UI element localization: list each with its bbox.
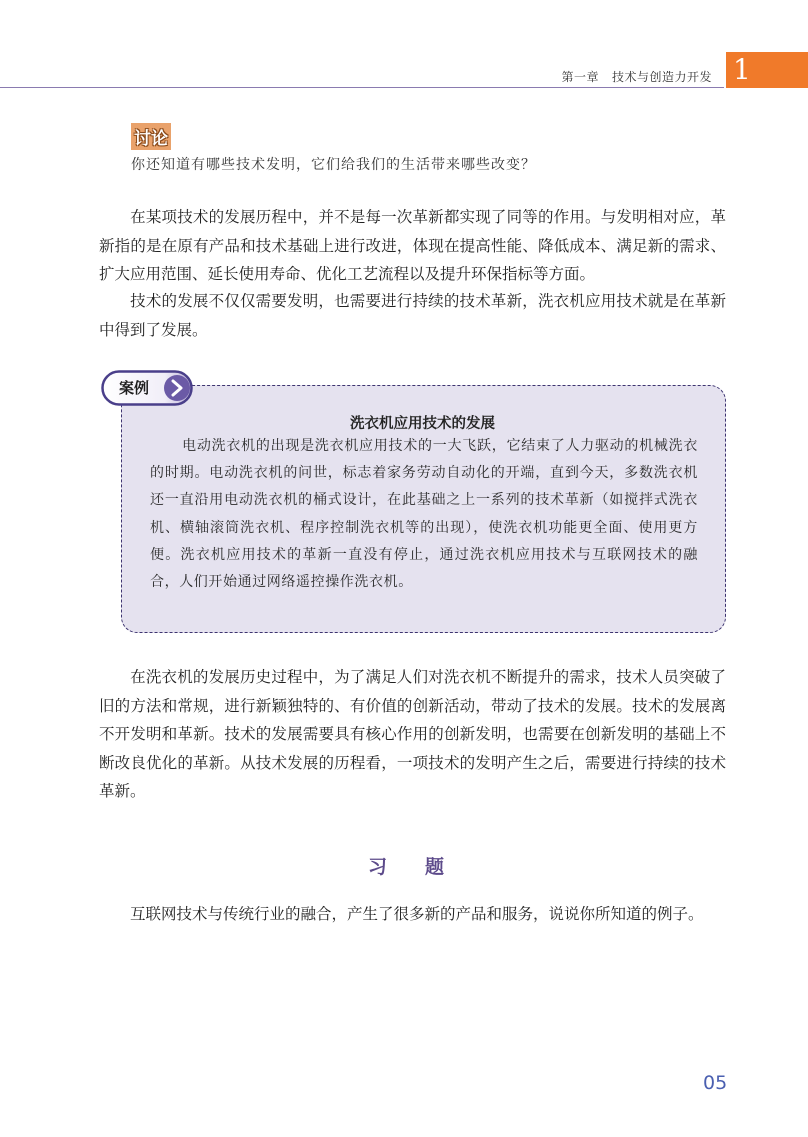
header-rule <box>0 87 724 88</box>
case-body-text: 电动洗衣机的出现是洗衣机应用技术的一大飞跃，它结束了人力驱动的机械洗衣的时期。电动洗衣机的问世，标志着家务劳动自动化的开端，直到今天，多数洗衣机还一直沿用电动洗衣机的桶式设计，在此基础之上一系列的技术革新（如搅拌式洗衣机、横轴滚筒洗衣机、程序控制洗衣机等的出现），使洗衣机功能更全面、使用更方便。洗衣机应用技术的革新一直没有停止，通过洗衣机应用技术与互联网技术的融合，人们开始通过网络遥控操作洗衣机。 <box>150 438 698 591</box>
header-section: 技术与创造力开发 <box>611 70 712 84</box>
case-body <box>150 433 698 596</box>
chapter-number: 1 <box>733 53 751 86</box>
body-paragraph-1 <box>99 203 726 289</box>
header-chapter: 第一章 <box>561 70 600 84</box>
exercise-title: 习题 <box>368 856 483 878</box>
running-header <box>562 68 712 85</box>
exercise-question <box>99 900 726 929</box>
case-label: 案例 <box>119 379 150 397</box>
discussion-question: 你还知道有哪些技术发明，它们给我们的生活带来哪些改变？ <box>131 157 536 173</box>
conclusion-text: 在洗衣机的发展历史过程中，为了满足人们对洗衣机不断提升的需求，技术人员突破了旧的方法和常规，进行新颖独特的、有价值的创新活动，带动了技术的发展。技术的发展离不开发明和革新。技术的发展需要具有核心作用的创新发明，也需要在创新发明的基础上不断改良优化的革新。从技术发展的历程看，一项技术的发明产生之后，需要进行持续的技术革新。 <box>99 668 726 800</box>
discussion-label: 讨论 <box>131 123 171 150</box>
conclusion-paragraph <box>99 663 726 806</box>
exercise-question-text: 互联网技术与传统行业的融合，产生了很多新的产品和服务，说说你所知道的例子。 <box>130 905 704 923</box>
case-title: 洗衣机应用技术的发展 <box>350 416 495 432</box>
body-paragraph-2-text: 技术的发展不仅仅需要发明，也需要进行持续的技术革新，洗衣机应用技术就是在革新中得到了发展。 <box>99 292 726 339</box>
body-paragraph-2 <box>99 287 726 344</box>
page-number: 05 <box>703 1072 728 1094</box>
body-paragraph-1-text: 在某项技术的发展历程中，并不是每一次革新都实现了同等的作用。与发明相对应，革新指的是在原有产品和技术基础上进行改进，体现在提高性能、降低成本、满足新的需求、扩大应用范围、延长使用寿命、优化工艺流程以及提升环保指标等方面。 <box>99 208 726 283</box>
